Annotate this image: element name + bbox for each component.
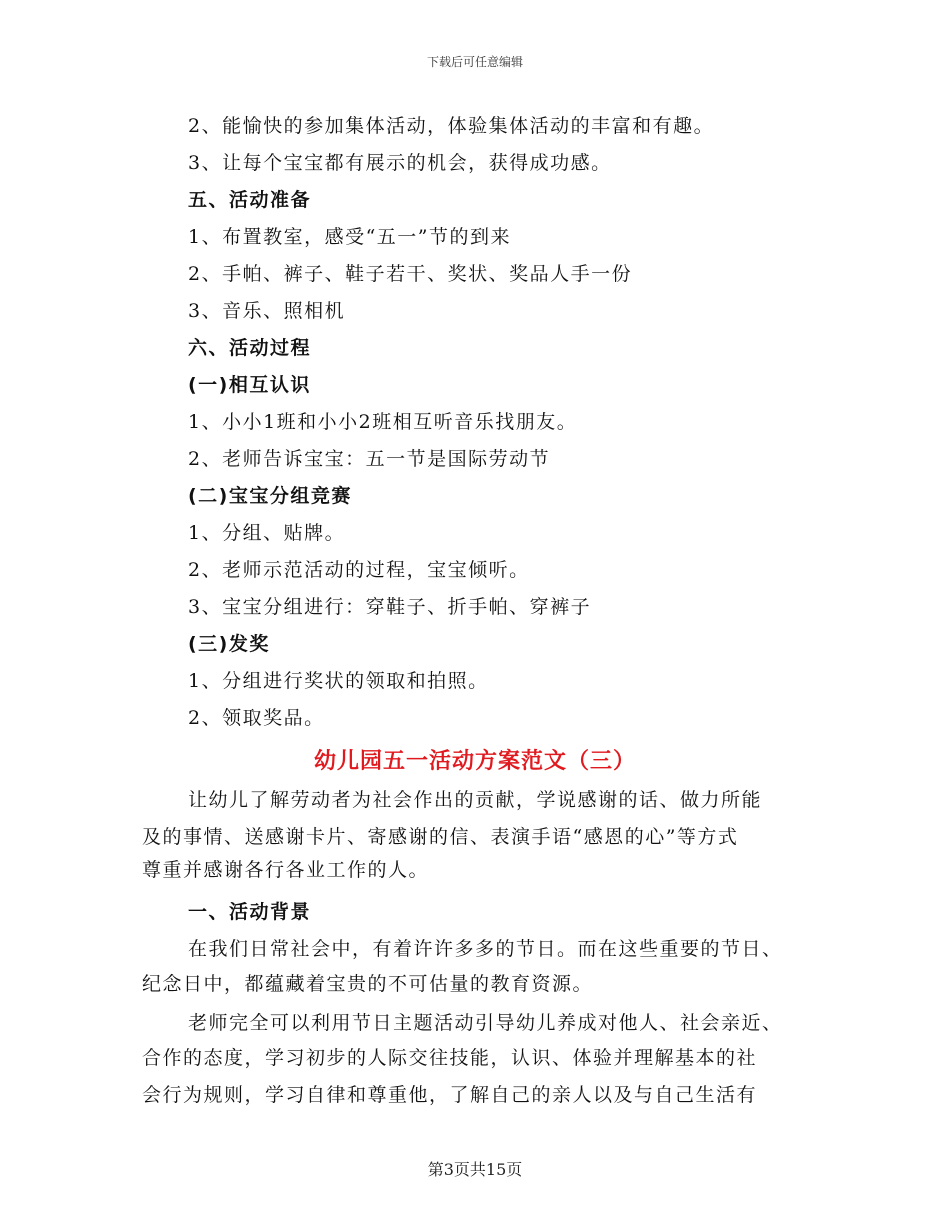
paragraph-line: 合作的态度，学习初步的人际交往技能，认识、体验并理解基本的社 — [142, 1047, 758, 1069]
subsection-heading: (三)发奖 — [188, 633, 270, 655]
section-heading: 五、活动准备 — [188, 189, 312, 211]
paragraph-line: 及的事情、送感谢卡片、寄感谢的信、表演手语“感恩的心”等方式 — [142, 826, 739, 848]
list-item: 1、布置教室，感受“五一”节的到来 — [188, 226, 512, 248]
section-heading: 一、活动背景 — [188, 901, 312, 923]
list-item: 2、手帕、裤子、鞋子若干、奖状、奖品人手一份 — [188, 263, 633, 285]
paragraph-line: 老师完全可以利用节日主题活动引导幼儿养成对他人、社会亲近、 — [188, 1012, 783, 1034]
section-title: 幼儿园五一活动方案范文（三） — [313, 749, 636, 774]
section-heading: 六、活动过程 — [188, 337, 312, 359]
list-item: 3、音乐、照相机 — [188, 300, 346, 322]
list-item: 2、老师示范活动的过程，宝宝倾听。 — [188, 559, 530, 581]
list-item: 2、老师告诉宝宝：五一节是国际劳动节 — [188, 448, 551, 470]
page-header-note: 下载后可任意编辑 — [426, 55, 523, 69]
paragraph-line: 纪念日中，都蕴藏着宝贵的不可估量的教育资源。 — [142, 973, 594, 995]
subsection-heading: (一)相互认识 — [188, 374, 311, 396]
list-item: 2、领取奖品。 — [188, 707, 325, 729]
page-footer: 第3页共15页 — [427, 1160, 523, 1179]
paragraph-line: 尊重并感谢各行各业工作的人。 — [142, 859, 430, 881]
list-item: 1、分组进行奖状的领取和拍照。 — [188, 670, 489, 692]
list-item: 3、让每个宝宝都有展示的机会，获得成功感。 — [188, 152, 612, 174]
list-item: 2、能愉快的参加集体活动，体验集体活动的丰富和有趣。 — [188, 115, 715, 137]
paragraph-line: 会行为规则，学习自律和尊重他，了解自己的亲人以及与自己生活有 — [142, 1084, 758, 1106]
list-item: 3、宝宝分组进行：穿鞋子、折手帕、穿裤子 — [188, 596, 592, 618]
subsection-heading: (二)宝宝分组竞赛 — [188, 485, 352, 507]
paragraph-line: 让幼儿了解劳动者为社会作出的贡献，学说感谢的话、做力所能 — [188, 789, 763, 811]
list-item: 1、小小1班和小小2班相互听音乐找朋友。 — [188, 411, 578, 433]
list-item: 1、分组、贴牌。 — [188, 522, 346, 544]
paragraph-line: 在我们日常社会中，有着许许多多的节日。而在这些重要的节日、 — [188, 938, 783, 960]
